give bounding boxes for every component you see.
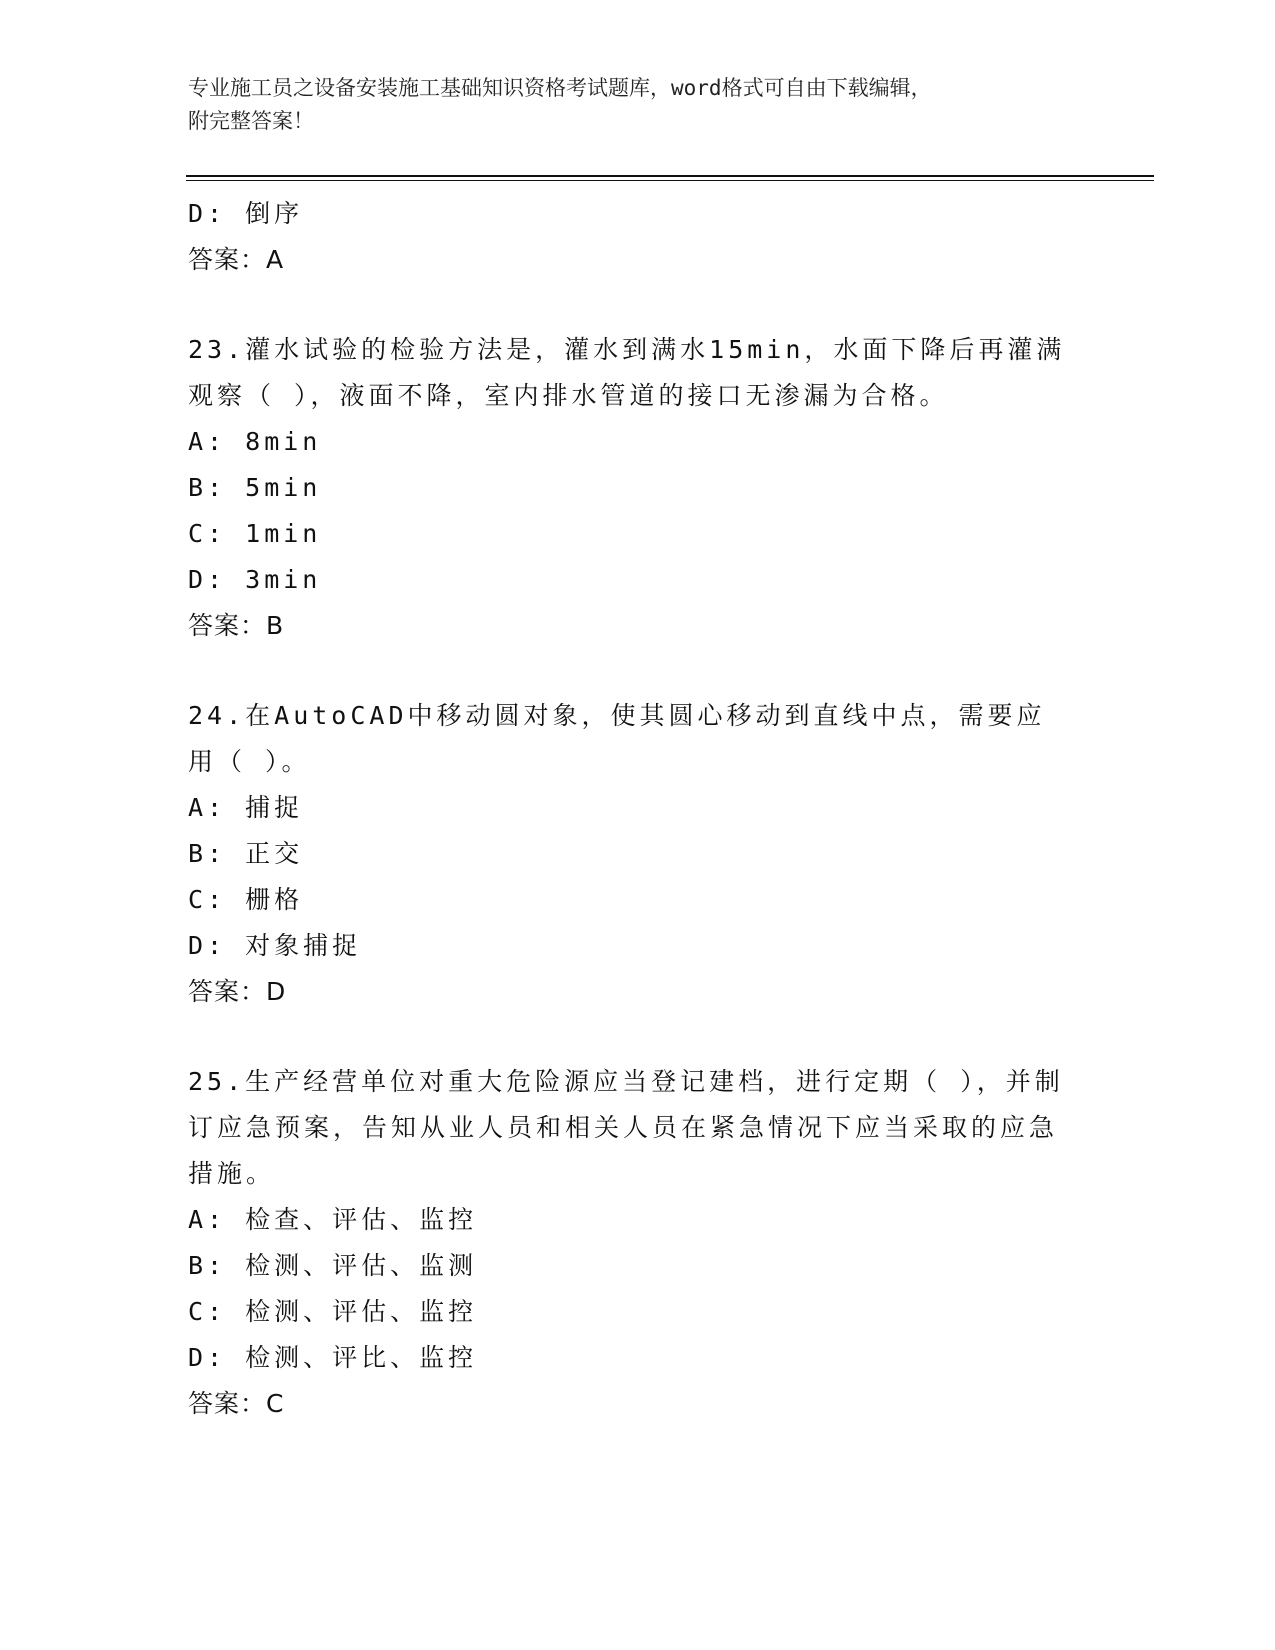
option-d: D: 对象捕捉 — [188, 931, 362, 960]
question-list — [188, 191, 1068, 1471]
option-b: B: 检测、评估、监测 — [188, 1251, 478, 1280]
option-a: A: 8min — [188, 427, 322, 456]
option-c: C: 栅格 — [188, 885, 304, 914]
answer-line: 答案：C — [188, 1389, 285, 1418]
option-b: B: 5min — [188, 473, 322, 502]
header-rule-thick — [186, 175, 1154, 177]
answer-line: 答案：B — [188, 611, 285, 640]
header-line-1: 专业施工员之设备安装施工基础知识资格考试题库，word格式可自由下载编辑， — [188, 76, 932, 100]
answer-line: 答案：D — [188, 977, 287, 1006]
option-a: A: 检查、评估、监控 — [188, 1205, 478, 1234]
question-stem: 24.在AutoCAD中移动圆对象，使其圆心移动到直线中点，需要应用（ ）。 — [188, 701, 1046, 776]
option-a: A: 捕捉 — [188, 793, 304, 822]
option-c: C: 1min — [188, 519, 322, 548]
option-d: D: 检测、评比、监控 — [188, 1343, 478, 1372]
question-23 — [188, 327, 1068, 649]
option-c: C: 检测、评估、监控 — [188, 1297, 478, 1326]
question-22-tail — [188, 191, 1068, 283]
option-d: D: 倒序 — [188, 199, 304, 228]
document-header — [188, 72, 1068, 138]
header-rule-thin — [186, 180, 1154, 181]
header-line-2: 附完整答案！ — [188, 109, 314, 133]
question-25 — [188, 1059, 1068, 1427]
question-stem: 25.生产经营单位对重大危险源应当登记建档，进行定期（ ），并制订应急预案，告知从业人员和相关人员在紧急情况下应当采取的应急措施。 — [188, 1067, 1064, 1188]
question-stem: 23.灌水试验的检验方法是，灌水到满水15min，水面下降后再灌满观察（ ），液面不降，室内排水管道的接口无渗漏为合格。 — [188, 335, 1066, 410]
answer-line: 答案：A — [188, 245, 285, 274]
question-24 — [188, 693, 1068, 1015]
option-d: D: 3min — [188, 565, 322, 594]
option-b: B: 正交 — [188, 839, 304, 868]
